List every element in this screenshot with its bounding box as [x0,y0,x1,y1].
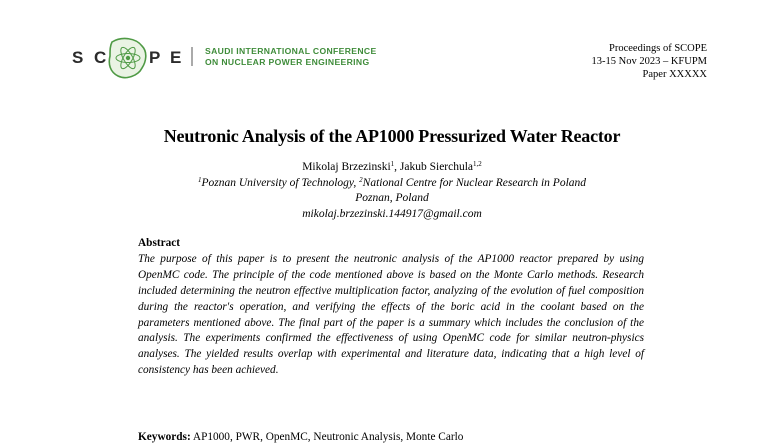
proceedings-line1: Proceedings of SCOPE [609,43,707,54]
author-name: Jakub Sierchula [399,161,474,173]
author-block [0,160,784,222]
logo-letter-p: P [149,48,161,67]
keywords-list: AP1000, PWR, OpenMC, Neutronic Analysis, Monte Carlo [190,431,464,443]
author-name: Mikolaj Brzezinski [302,161,391,173]
paper-number: Paper XXXXX [642,69,707,80]
conference-name [205,46,377,67]
keywords-label: Keywords: [138,431,191,443]
logo-letter-c: C [94,48,107,67]
affiliation-mark: 2 [359,175,363,184]
author-affiliation-mark: 1,2 [473,160,482,168]
abstract-heading: Abstract [138,237,181,249]
affiliation-1: Poznan University of Technology, [201,176,360,189]
abstract-section [138,236,644,379]
paper-title: Neutronic Analysis of the AP1000 Pressurized Water Reactor [163,126,621,146]
logo-letter-e: E [170,48,182,67]
proceedings-info [591,42,707,81]
logo-mark [72,36,202,82]
affiliation-2: National Centre for Nuclear Research in Poland [362,176,587,189]
author-separator: , [394,161,400,173]
conference-name-line1: SAUDI INTERNATIONAL CONFERENCE [205,46,377,56]
affiliation-line [0,176,784,192]
keywords-line [138,431,463,443]
proceedings-dates: 13-15 Nov 2023 – KFUPM [591,56,707,67]
logo-letter-s: S [72,48,84,67]
abstract-text: The purpose of this paper is to present the neutronic analysis of the AP1000 reactor prepared by using OpenMC code. The principle of the code mentioned above is based on the Monte Carlo methods. Research included determining the neutron effective multiplication factor, analyzing of the evolution of fuel composition during the reactor's operation, and verifying the effects of the boric acid in the coolant based on the parameters mentioned above. The final part of the paper is a summary which includes the conclusion of the analysis. The experiments confirmed the effectiveness of using OpenMC code for similar neutron-physics analyses. The yielded results overlap with experimental and literature data, indicating that a high level of consistency has been achieved. [138,252,644,377]
author-line [0,160,784,176]
atom-map-icon [109,39,146,78]
author-affiliation-mark: 1 [390,160,395,168]
author-email[interactable]: mikolaj.brzezinski.144917@gmail.com [302,207,482,220]
conference-name-line2: ON NUCLEAR POWER ENGINEERING [205,56,370,67]
affiliation-mark: 1 [197,175,202,184]
location: Poznan, Poland [355,192,429,204]
conference-logo [72,36,377,82]
